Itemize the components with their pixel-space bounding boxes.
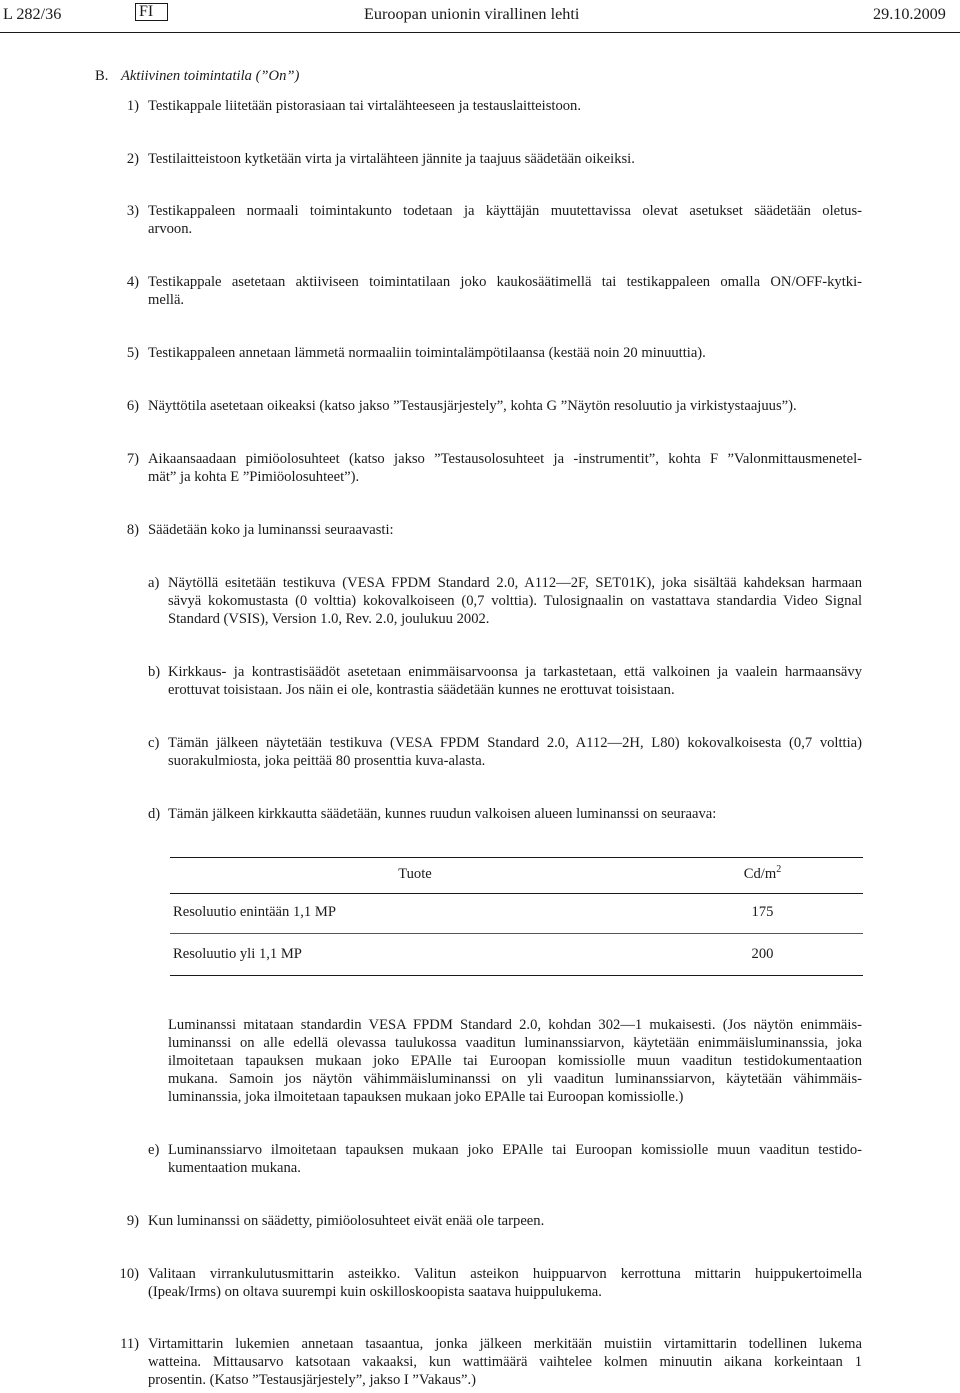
step-number: 10): [119, 1266, 139, 1282]
table-header-unit: $Cd/m^2$: [743, 864, 782, 882]
step-text-continued: mät” ja kohta E ”Pimiöolosuhteet”).: [148, 469, 360, 485]
table-top-rule: [170, 857, 863, 858]
section-letter: B.: [95, 68, 109, 84]
note-text: mukana. Samoin jos näytön vähimmäisluminanssi on yli vaaditun luminanssiarvon, käytetään vähimmäis-: [168, 1071, 862, 1087]
step-text: Valitaan virrankulutusmittarin asteikko. Valitun asteikon huippuarvon kerrottuna mittarin huippukertoimella: [148, 1266, 862, 1282]
publication-date: 29.10.2009: [873, 5, 946, 23]
substep-letter: c): [148, 735, 160, 751]
page-reference: L 282/36: [3, 5, 62, 23]
step-number: 4): [126, 274, 139, 290]
substep-letter: a): [148, 575, 160, 591]
substep-letter: d): [148, 806, 161, 822]
step-number: 7): [126, 451, 139, 467]
substep-text: Tämän jälkeen näytetään testikuva (VESA FPDM Standard 2.0, A112—2H, L80) kokovalkoisesta (0,7 volttia): [168, 735, 862, 751]
step-text: Näyttötila asetetaan oikeaksi (katso jakso ”Testausjärjestely”, kohta G ”Näytön resoluutio ja virkistystaajuus”).: [148, 398, 797, 414]
step-number: 5): [126, 345, 139, 361]
substep-letter: b): [148, 664, 161, 680]
step-text: Testikappaleen annetaan lämmetä normaaliin toimintalämpötilaansa (kestää noin 20 minuuttia).: [148, 345, 706, 361]
table-cell-value: 175: [751, 904, 774, 920]
step-text-continued: prosentin. (Katso ”Testausjärjestely”, jakso I ”Vakaus”.): [148, 1372, 477, 1388]
journal-title: Euroopan unionin virallinen lehti: [364, 5, 580, 23]
step-text: Testikappale liitetään pistorasiaan tai virtalähteeseen ja testauslaitteistoon.: [148, 98, 581, 114]
step-text: Testilaitteistoon kytketään virta ja virtalähteen jännite ja taajuus säädetään oikeiksi.: [148, 151, 635, 167]
step-text: Säädetään koko ja luminanssi seuraavasti:: [148, 522, 394, 538]
step-text: Testikappaleen normaali toimintakunto todetaan ja käyttäjän muutettavissa olevat asetukset säädetään oletus-: [148, 203, 862, 219]
step-text: Virtamittarin lukemien annetaan tasaantua, jonka jälkeen merkitään muistiin virtamittarin todellinen lukema: [148, 1336, 862, 1352]
table-header-product: Tuote: [398, 866, 432, 882]
substep-text-continued: erottuvat toisistaan. Jos näin ei ole, kontrastia säädetään kunnes ne erottuvat toisistaan.: [168, 682, 675, 698]
substep-text-continued: sävyä kokomustasta (0 volttia) kokovalkoiseen (0,7 volttia). Tulosignaalin on vastattava standardia Video Signal: [168, 593, 862, 609]
substep-text: Tämän jälkeen kirkkautta säädetään, kunnes ruudun valkoisen alueen luminanssi on seuraava:: [168, 806, 717, 822]
substep-text: Luminanssiarvo ilmoitetaan tapauksen mukaan joko EPAlle tai Euroopan komissiolle muun vaaditun testido-: [168, 1142, 862, 1158]
header-rule: [0, 32, 960, 33]
step-number: 6): [126, 398, 139, 414]
substep-text: Näytöllä esitetään testikuva (VESA FPDM Standard 2.0, A112—2F, SET01K), joka sisältää kahdeksan harmaan: [168, 575, 862, 591]
step-text-continued: arvoon.: [148, 221, 193, 237]
table-row-rule: [170, 933, 863, 934]
language-code-box: FI: [135, 3, 168, 21]
substep-text-continued: suorakulmiosta, joka peittää 80 prosenttia kuva-alasta.: [168, 753, 486, 769]
table-header-rule: [170, 893, 863, 894]
table-cell-product: Resoluutio yli 1,1 MP: [173, 946, 302, 962]
step-text: Aikaansaadaan pimiöolosuhteet (katso jakso ”Testausolosuhteet ja -instrumentit”, kohta F ”Valonmittausmenetel-: [148, 451, 862, 467]
table-cell-value: 200: [751, 946, 774, 962]
note-text: luminanssia, joka ilmoitetaan tapauksen mukaan joko EPAlle tai Euroopan komissiolle.): [168, 1089, 684, 1105]
step-text: Kun luminanssi on säädetty, pimiöolosuhteet eivät enää ole tarpeen.: [148, 1213, 545, 1229]
step-number: 9): [126, 1213, 139, 1229]
substep-letter: e): [148, 1142, 160, 1158]
note-text: ilmoitetaan tapauksen mukaan joko EPAlle tai Euroopan komissiolle muun vaaditun testidokumentaation: [168, 1053, 862, 1069]
step-text: Testikappale asetetaan aktiiviseen toimintatilaan joko kaukosäätimellä tai testikappaleen omalla ON/OFF-kytki-: [148, 274, 862, 290]
table-bottom-rule: [170, 975, 863, 976]
note-text: luminanssi on alle edellä olevassa taulukossa vaaditun luminanssiarvon, käytetään enimmäisluminanssia, joka: [168, 1035, 862, 1051]
step-number: 1): [126, 98, 139, 114]
step-text-continued: watteina. Mittausarvo katsotaan vakaaksi, kun wattimäärä vaihtelee kolmen minuutin aikana korkeintaan 1: [148, 1354, 862, 1370]
substep-text: Kirkkaus- ja kontrastisäädöt asetetaan enimmäisarvoonsa ja tarkastetaan, että valkoinen ja vaalein harmaansävy: [168, 664, 862, 680]
step-number: 8): [126, 522, 139, 538]
step-number: 11): [120, 1336, 139, 1352]
substep-text-continued: kumentaation mukana.: [168, 1160, 301, 1176]
table-cell-product: Resoluutio enintään 1,1 MP: [173, 904, 336, 920]
note-text: Luminanssi mitataan standardin VESA FPDM Standard 2.0, kohdan 302—1 mukaisesti. (Jos näytön enimmäis-: [168, 1017, 862, 1033]
step-text-continued: mellä.: [148, 292, 185, 308]
step-number: 3): [126, 203, 139, 219]
step-text-continued: (Ipeak/Irms) on oltava suurempi kuin oskilloskoopista saatava huippulukema.: [148, 1284, 602, 1300]
section-title: Aktiivinen toimintatila (”On”): [121, 68, 300, 84]
substep-text-continued: Standard (VSIS), Version 1.0, Rev. 2.0, joulukuu 2002.: [168, 611, 490, 627]
step-number: 2): [126, 151, 139, 167]
